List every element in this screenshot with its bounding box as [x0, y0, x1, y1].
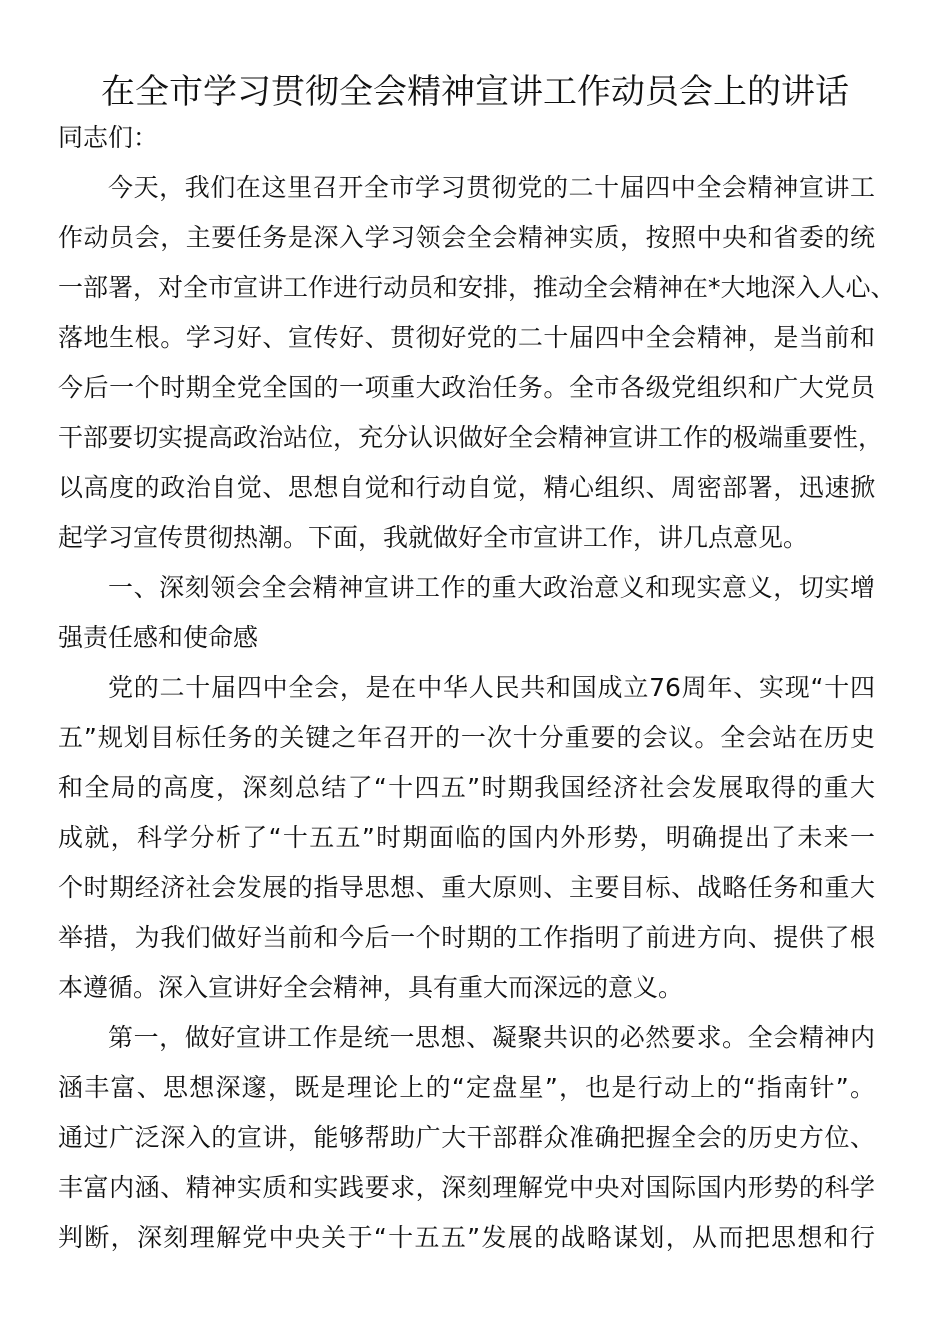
text-line: 一、深刻领会全会精神宣讲工作的重大政治意义和现实意义，切实增	[108, 573, 875, 602]
text-line: 判断，深刻理解党中央关于“十五五”发展的战略谋划，从而把思想和行	[58, 1223, 875, 1252]
text-line: 干部要切实提高政治站位，充分认识做好全会精神宣讲工作的极端重要性，	[58, 423, 884, 452]
text-line: 作动员会，主要任务是深入学习领会全会精神实质，按照中央和省委的统	[58, 223, 875, 252]
text-line: 党的二十届四中全会，是在中华人民共和国成立76周年、实现“十四	[108, 673, 875, 702]
text-line: 成就，科学分析了“十五五”时期面临的国内外形势，明确提出了未来一	[58, 823, 875, 852]
paragraph	[58, 663, 875, 1013]
paragraphs	[58, 163, 896, 1263]
salutation: 同志们：	[58, 123, 159, 152]
document-title: 在全市学习贯彻全会精神宣讲工作动员会上的讲话	[101, 72, 849, 112]
section-heading	[58, 563, 875, 663]
text-line: 涵丰富、思想深邃，既是理论上的“定盘星”，也是行动上的“指南针”。	[58, 1073, 875, 1102]
text-line: 丰富内涵、精神实质和实践要求，深刻理解党中央对国际国内形势的科学	[58, 1173, 875, 1202]
text-line: 个时期经济社会发展的指导思想、重大原则、主要目标、战略任务和重大	[58, 873, 875, 902]
text-line: 起学习宣传贯彻热潮。下面，我就做好全市宣讲工作，讲几点意见。	[58, 523, 809, 552]
text-line: 通过广泛深入的宣讲，能够帮助广大干部群众准确把握全会的历史方位、	[58, 1123, 875, 1152]
text-line: 第一，做好宣讲工作是统一思想、凝聚共识的必然要求。全会精神内	[108, 1023, 875, 1052]
text-line: 本遵循。深入宣讲好全会精神，具有重大而深远的意义。	[58, 973, 684, 1002]
text-line: 落地生根。学习好、宣传好、贯彻好党的二十届四中全会精神，是当前和	[58, 323, 875, 352]
text-line: 举措，为我们做好当前和今后一个时期的工作指明了前进方向、提供了根	[58, 923, 875, 952]
paragraph	[58, 163, 896, 563]
text-line: 和全局的高度，深刻总结了“十四五”时期我国经济社会发展取得的重大	[58, 773, 875, 802]
document-body	[58, 113, 896, 1263]
text-line: 强责任感和使命感	[58, 623, 259, 652]
text-line: 五”规划目标任务的关键之年召开的一次十分重要的会议。全会站在历史	[58, 723, 875, 752]
text-line: 今天，我们在这里召开全市学习贯彻党的二十届四中全会精神宣讲工	[108, 173, 875, 202]
paragraph	[58, 1013, 875, 1263]
text-line: 以高度的政治自觉、思想自觉和行动自觉，精心组织、周密部署，迅速掀	[58, 473, 875, 502]
text-line: 一部署，对全市宣讲工作进行动员和安排，推动全会精神在*大地深入人心、	[58, 273, 896, 302]
text-line: 今后一个时期全党全国的一项重大政治任务。全市各级党组织和广大党员	[58, 373, 875, 402]
